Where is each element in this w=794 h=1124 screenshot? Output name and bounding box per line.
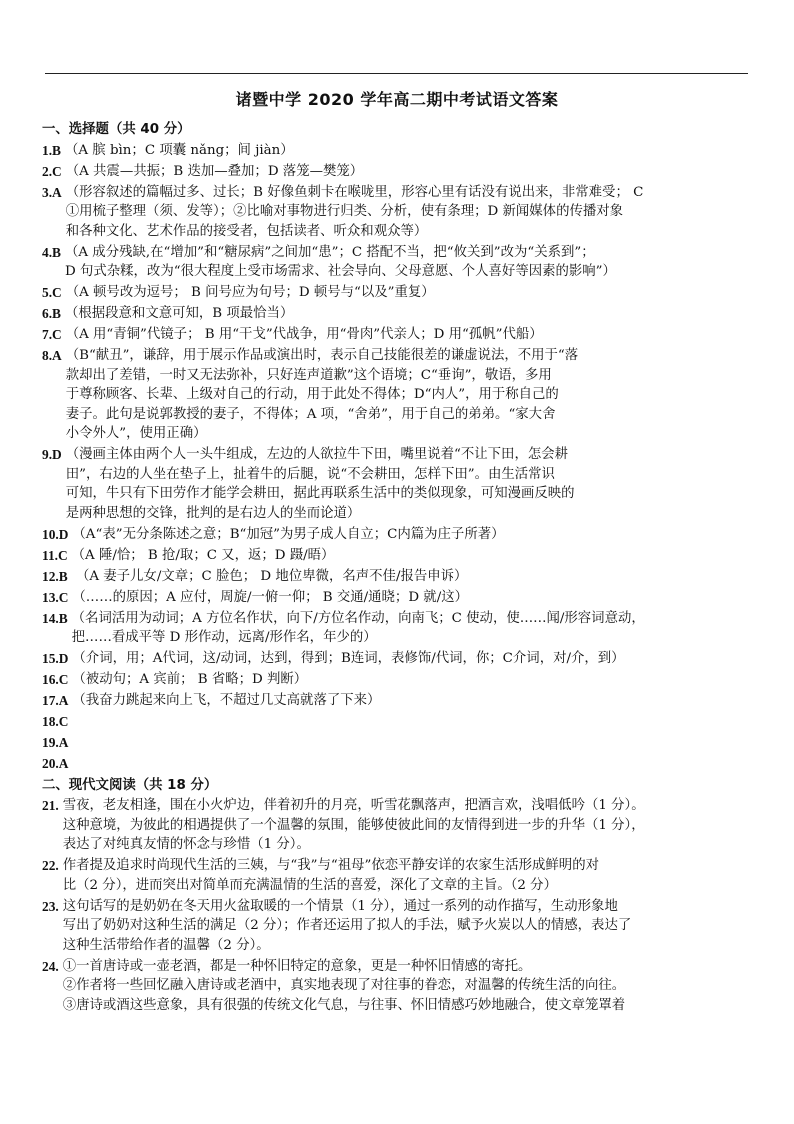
answer-text: [72, 691, 756, 711]
answer-line: 小令外人”，使用正确）: [65, 426, 207, 441]
answer-line: （B“献丑”，谦辞，用于展示作品或演出时，表示自己技能很差的谦虚说法，不用于“落: [65, 348, 579, 363]
answer-text: [72, 525, 756, 545]
answer-line: （……的原因；A 应付，周旋/一俯一仰； B 交通/通晓；D 就/这）: [72, 589, 468, 605]
answer-line: 把……看成平等 D 形作动，远离/形作名，年少的）: [71, 630, 377, 645]
answer-item: [42, 733, 756, 753]
section-heading: 二、现代文阅读（共 18 分）: [42, 777, 218, 793]
answer-number: 8.A: [42, 348, 62, 363]
answer-line: （A 顿号改为逗号； B 问号应为句号；D 顿号与“以及”重复）: [65, 285, 435, 300]
answer-line: （A 用“青铜”代镜子； B 用“干戈”代战争，用“骨肉”代亲人；D 用“孤帆”代船）: [65, 327, 543, 342]
answer-line: （形容叙述的篇幅过多、过长；B 好像鱼刺卡在喉咙里，形容心里有话没有说出来，非常难受； C: [65, 184, 644, 200]
answer-item: [42, 346, 756, 444]
answer-line: 这种生活带给作者的温馨（2 分）。: [62, 937, 270, 953]
answer-item: [42, 567, 756, 587]
answer-item: [42, 243, 756, 282]
answer-line: 可知，牛只有下田劳作才能学会耕田，据此再联系生活中的类似现象，可知漫画反映的: [65, 486, 575, 501]
answer-item: [42, 546, 756, 566]
answer-content: [42, 118, 756, 1017]
answer-number: 9.D: [42, 447, 62, 462]
answer-item: [42, 796, 756, 855]
answer-line: 妻子。此句是说郭教授的妻子，不得体；A 项，“舍弟”，用于自己的弟弟。“家大舍: [65, 406, 556, 422]
answer-text: [72, 546, 756, 566]
answer-line: ①一首唐诗或一壶老酒，都是一种怀旧特定的意象，更是一种怀旧情感的寄托。: [62, 958, 532, 974]
answer-line: D 句式杂糅，改为“很大程度上受市场需求、社会导向、父母意愿、个人喜好等因素的影响”）: [64, 264, 616, 279]
header-rule: [45, 73, 748, 74]
answer-text: [63, 856, 756, 895]
answer-number: 20.A: [42, 756, 69, 771]
answer-line: ③唐诗或酒这些意象，具有很强的传统文化气息，与往事、怀旧情感巧妙地融合，使文章笼罩着: [62, 997, 626, 1013]
answer-number: 10.D: [42, 526, 69, 542]
answer-text: [72, 649, 756, 669]
answer-line: （A 膑 bìn；C 项囊 nǎng；间 jiàn）: [64, 142, 294, 158]
answer-line: 写出了奶奶对这种生活的满足（2 分）；作者还运用了拟人的手法，赋予火炭以人的情感，表达了: [62, 918, 632, 933]
answer-line: ①用梳子整理（须、发等）；②比喻对事物进行归类、分析，使有条理；D 新闻媒体的传播对象: [65, 204, 624, 219]
answer-item: [42, 141, 756, 161]
answer-number: 2.C: [42, 163, 62, 179]
answer-text: [72, 609, 756, 648]
answer-text: [63, 897, 756, 956]
answer-item: [42, 712, 756, 732]
answer-number: 14.B: [42, 610, 68, 626]
answer-text: [66, 283, 756, 303]
answer-item: [42, 162, 756, 182]
answer-line: （A 陲/恰； B 抢/取；C 又，返；D 蹑/晤）: [71, 547, 335, 563]
answer-number: 7.C: [42, 327, 62, 342]
answer-line: 和各种文化、艺术作品的接受者，包括读者、听众和观众等）: [65, 223, 428, 239]
answer-line: （A 妻子儿女/文章；C 脸色； D 地位卑微，名声不佳/报告申诉）: [71, 568, 468, 584]
answer-number: 19.A: [42, 735, 69, 750]
answer-line: 这句话写的是奶奶在冬天用火盆取暖的一个情景（1 分），通过一系列的动作描写，生动形象地: [62, 898, 618, 914]
answer-number: 24.: [42, 958, 59, 974]
answer-line: （根据段意和文意可知，B 项最恰当）: [64, 306, 294, 321]
answer-number: 5.C: [42, 285, 62, 300]
answer-text: [63, 796, 756, 855]
answer-text: [66, 346, 756, 444]
answer-number: 15.D: [42, 651, 69, 666]
answer-item: [42, 957, 756, 1016]
answer-number: 11.C: [42, 547, 68, 563]
answer-text: [72, 712, 756, 732]
answer-item: [42, 754, 756, 774]
answer-line: ②作者将一些回忆融入唐诗或老酒中，真实地表现了对往事的眷恋，对温馨的传统生活的向往。: [62, 978, 626, 993]
answer-text: [72, 670, 756, 690]
answer-number: 22.: [42, 858, 59, 873]
answer-number: 18.C: [42, 714, 69, 729]
answer-item: [42, 609, 756, 648]
answer-number: 21.: [42, 798, 59, 813]
answer-item: [42, 325, 756, 345]
answer-line: （被动句；A 宾前； B 省略；D 判断）: [72, 672, 308, 687]
answer-line: 于尊称顾客、长辈、上级对自己的行动，用于此处不得体；D“内人”，用于称自己的: [65, 387, 559, 402]
answer-item: [42, 691, 756, 711]
answer-item: [42, 283, 756, 303]
answer-line: 表达了对纯真友情的怀念与珍惜（1 分）。: [62, 837, 310, 852]
answer-line: 这种意境，为彼此的相遇提供了一个温馨的氛围，能够使彼此间的友情得到进一步的升华（1 分），: [62, 817, 645, 833]
answer-item: [42, 183, 756, 242]
answer-line: （介词，用；A代词，这/动词，达到，得到；B连词，表修饰/代词，你；C介词，对/介，到）: [72, 651, 625, 666]
answer-number: 13.C: [42, 589, 69, 605]
answer-item: [42, 856, 756, 895]
answer-line: （A 共震—共振；B 迭加—叠加；D 落笼—樊笼）: [65, 163, 364, 179]
answer-line: 是两种思想的交锋，批判的是右边人的坐而论道）: [65, 505, 361, 521]
answer-item: [42, 897, 756, 956]
answer-line: 雪夜，老友相逢，围在小火炉边，伴着初升的月亮，听雪花飘落声，把酒言欢，浅唱低吟（1 分）。: [62, 798, 645, 813]
answer-text: [72, 567, 756, 587]
answer-line: 作者提及追求时尚现代生活的三姨，与“我”与“祖母”依恋平静安详的农家生活形成鲜明的对: [62, 858, 599, 873]
answer-item: [42, 304, 756, 324]
answer-item: [42, 649, 756, 669]
answer-text: [66, 445, 756, 523]
page-title: 诸暨中学 2020 学年高二期中考试语文答案: [235, 90, 559, 109]
answer-item: [42, 525, 756, 545]
answer-text: [65, 141, 756, 161]
answer-item: [42, 445, 756, 523]
answer-line: （A“表”无分条陈述之意；B“加冠”为男子成人自立；C内篇为庄子所著）: [72, 526, 505, 542]
answer-text: [65, 304, 756, 324]
answer-number: 23.: [42, 898, 59, 914]
answer-text: [66, 162, 756, 182]
answer-number: 3.A: [42, 184, 62, 200]
section-heading: 一、选择题（共 40 分）: [42, 122, 191, 137]
answer-line: （我奋力跳起来向上飞，不超过几丈高就落了下来）: [72, 693, 381, 708]
answer-item: [42, 670, 756, 690]
answer-text: [66, 183, 756, 242]
answer-number: 1.B: [42, 142, 61, 158]
answer-text: [66, 325, 756, 345]
answer-item: [42, 588, 756, 608]
answer-text: [65, 243, 756, 282]
answer-line: 款却出了差错，一时又无法弥补，只好连声道歉”这个语境；C“垂询”，敬语，多用: [65, 367, 552, 383]
answer-line: （漫画主体由两个人一头牛组成，左边的人欲拉牛下田，嘴里说着“不让下田，怎会耕: [65, 447, 569, 462]
answer-number: 16.C: [42, 672, 69, 687]
answer-number: 4.B: [42, 244, 61, 260]
answer-number: 17.A: [42, 693, 69, 708]
answer-line: 比（2 分），进而突出对简单而充满温情的生活的喜爱，深化了文章的主旨。（2 分）: [62, 877, 557, 893]
answer-line: 田”，右边的人坐在垫子上，扯着牛的后腿，说“不会耕田，怎样下田”。由生活常识: [65, 466, 555, 482]
answer-text: [63, 957, 756, 1016]
answer-text: [72, 754, 756, 774]
answer-line: （A 成分残缺,在“增加”和“糖尿病”之间加“患”；C 搭配不当，把“攸关到”改为“关系到”；: [64, 244, 595, 260]
answer-text: [72, 588, 756, 608]
answer-number: 12.B: [42, 568, 68, 584]
answer-line: （名词活用为动词；A 方位名作状，向下/方位名作动，向南飞；C 使动，使……闻/形容词意动，: [71, 610, 645, 626]
answer-text: [72, 733, 756, 753]
answer-number: 6.B: [42, 306, 61, 321]
